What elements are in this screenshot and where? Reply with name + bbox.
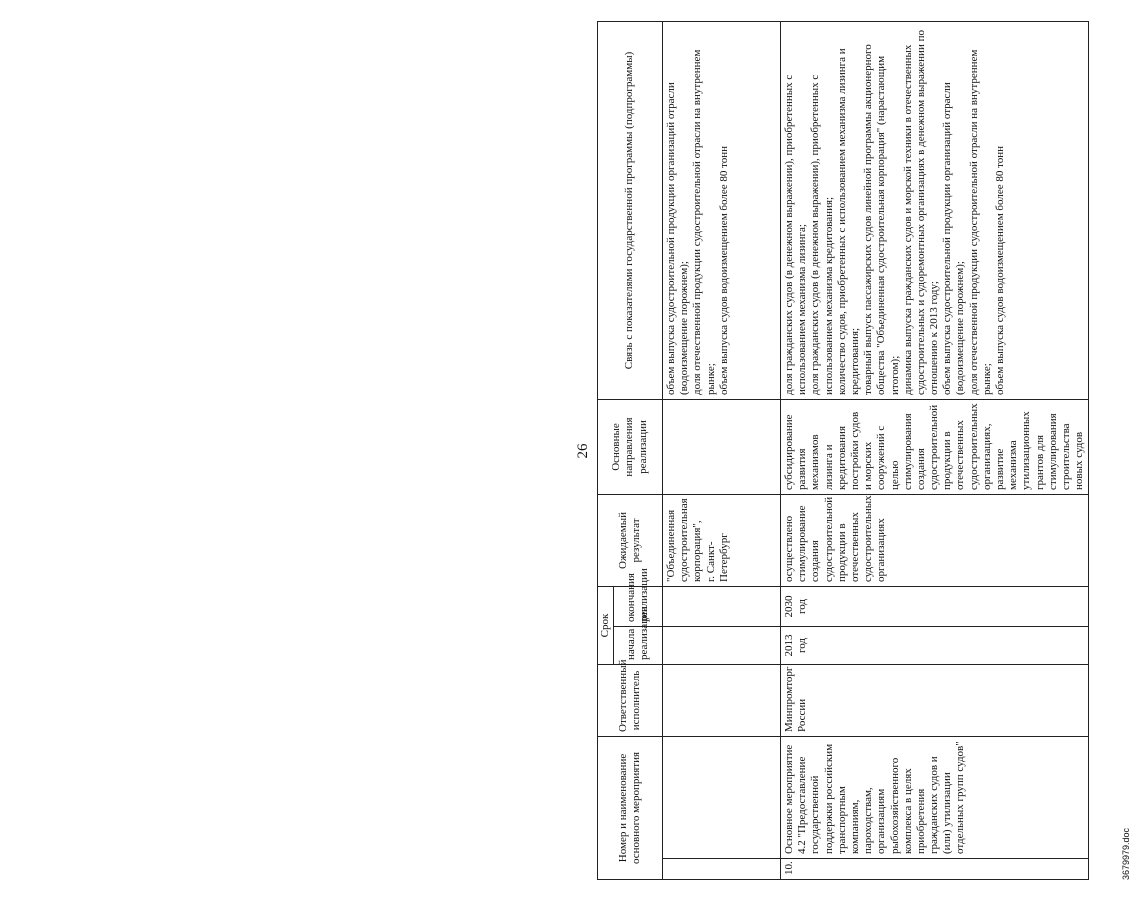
row1-responsible [663, 664, 781, 736]
document-page [573, 22, 1138, 880]
header-term: Срок [598, 586, 614, 664]
row1-num [663, 859, 781, 880]
row1-directions [663, 399, 781, 494]
header-result: Ожидаемый результат [598, 494, 663, 586]
row1-start [663, 626, 781, 664]
header-num-name: Номер и наименование основного мероприятия [598, 736, 663, 879]
table-header-row [598, 21, 614, 879]
row2-link: доля гражданских судов (в денежном выражении), приобретенных с использованием механизма лизинга; доля гражданских судов (в денежном выражении), приобретенных с использованием механизма кредитования; количество судов, приобретенных с использованием механизма лизинга и кредитования; товарный выпуск пассажирских судов линейной программы акционерного общества "Объединенная судостроительная корпорация" (нарастающим итогом); динамика выпуска гражданских судов и морской техники в отечественных судостроительных и судоремонтных организациях в денежном выражении по отношению к 2013 году; объем выпуска судостроительной продукции организаций отрасли (водоизмещение порожнем); доля отечественной продукции судостроительной отрасли на внутреннем рынке; объем выпуска судов водоизмещением более 80 тонн [781, 21, 1089, 399]
row2-num: 10. [781, 859, 1089, 880]
table-row [781, 21, 1089, 879]
header-end: окончания реализации [614, 586, 663, 626]
row1-end [663, 586, 781, 626]
row2-responsible: Минпромторг России [781, 664, 1089, 736]
row2-directions: субсидирование развития механизмов лизинга и кредитования постройки судов и морских сооружений с целью стимулирования создания судостроительной продукции в отечественных судостроительных организациях, развитие механизма утилизационных грантов для стимулирования строительства новых судов [781, 399, 1089, 494]
table-row [663, 21, 781, 879]
row1-link: объем выпуска судостроительной продукции организаций отрасли (водоизмещение порожнем); доля отечественной продукции судостроительной отрасли на внутреннем рынке; объем выпуска судов водоизмещением более 80 тонн [663, 21, 781, 399]
header-link: Связь с показателями государственной программы (подпрограммы) [598, 21, 663, 399]
row2-end: 2030 год [781, 586, 1089, 626]
header-start: начала реализации [614, 626, 663, 664]
row2-start: 2013 год [781, 626, 1089, 664]
row1-name [663, 736, 781, 858]
header-responsible: Ответственный исполнитель [598, 664, 663, 736]
row1-result: "Объединенная судостроительная корпорация", г. Санкт-Петербург [663, 494, 781, 586]
page-number: 26 [575, 443, 591, 459]
file-reference: 3679979.doc [1121, 827, 1131, 880]
row2-result: осуществлено стимулирование создания судостроительной продукции в отечественных судостроительных организациях [781, 494, 1089, 586]
program-table [597, 21, 1089, 880]
row2-name: Основное мероприятие 4.2 "Предоставление государственной поддержки российским транспортным компаниям, пароходствам, организациям рыбохозяйственного комплекса в целях приобретения гражданских судов и (или) утилизации отдельных групп судов" [781, 736, 1089, 858]
header-directions: Основные направления реализации [598, 399, 663, 494]
